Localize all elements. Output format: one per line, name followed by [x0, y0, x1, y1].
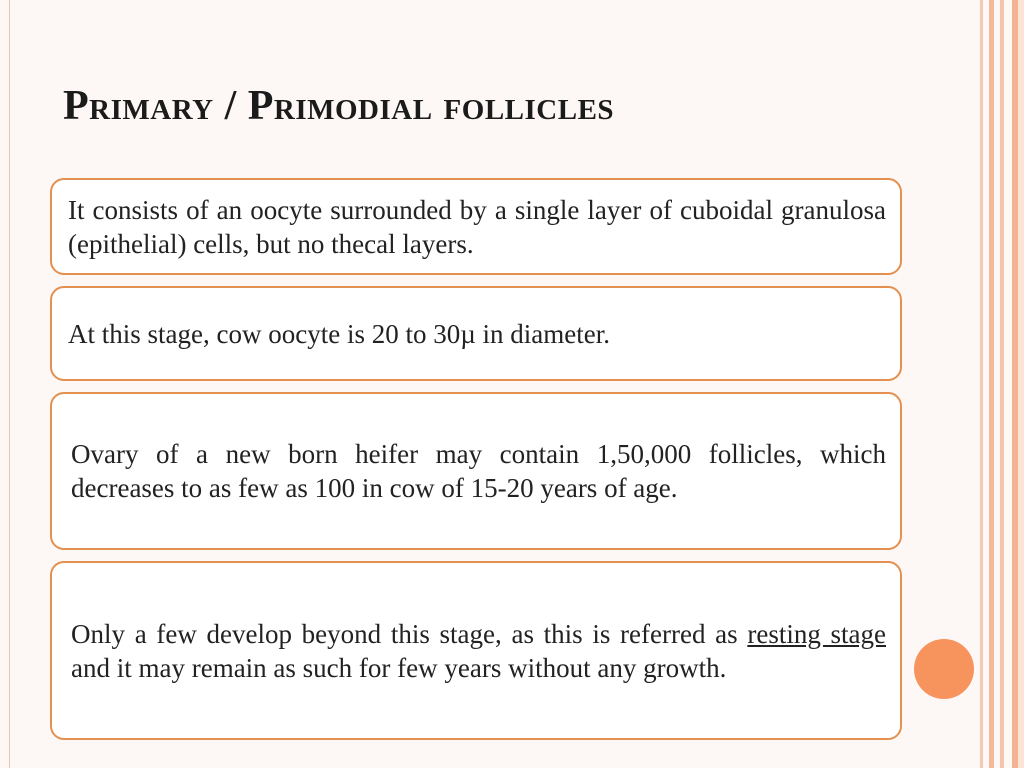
box-text-after: and it may remain as such for few years without any growth. [71, 652, 727, 683]
box-text-before: Only a few develop beyond this stage, as this is referred as [71, 618, 748, 649]
resting-stage-term: resting stage [747, 618, 886, 649]
box-text: It consists of an oocyte surrounded by a single layer of cuboidal granulosa (epithelial) cells, but no thecal layers. [68, 194, 886, 259]
border-stripe [1018, 0, 1024, 768]
text-box-resting-stage [50, 561, 902, 740]
border-stripe [1004, 0, 1012, 768]
box-text [71, 617, 886, 685]
decorative-orange-circle [914, 639, 974, 699]
text-box-follicle-count [50, 392, 902, 550]
box-text: Ovary of a new born heifer may contain 1,50,000 follicles, which decreases to as few as 100 in cow of 15-20 years of age. [71, 439, 886, 503]
text-box-oocyte-structure [50, 178, 902, 275]
right-border-stripes [980, 0, 1024, 768]
left-border-line [9, 0, 10, 768]
text-box-oocyte-diameter [50, 286, 902, 381]
slide-title: Primary / Primodial follicles [63, 83, 615, 129]
box-text: At this stage, cow oocyte is 20 to 30µ in diameter. [68, 318, 610, 349]
